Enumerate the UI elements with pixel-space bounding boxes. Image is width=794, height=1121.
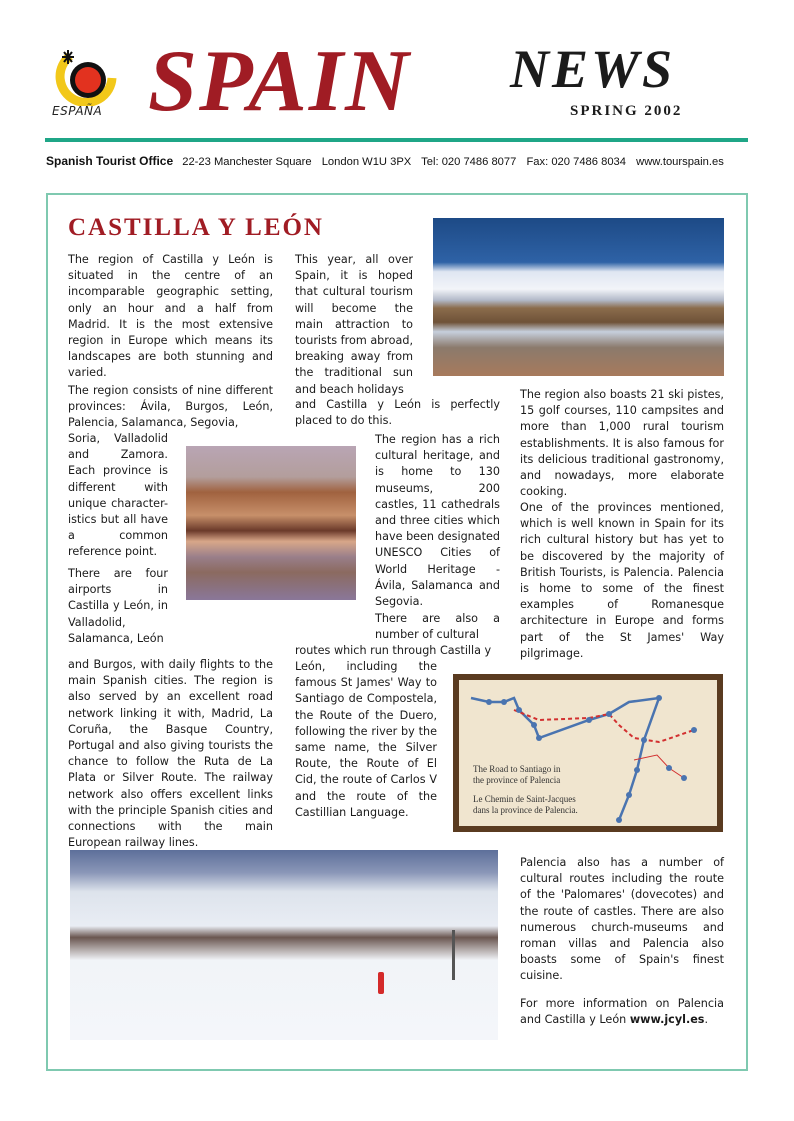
jcyl-website-link[interactable]: www.jcyl.es [629,1013,705,1027]
article-title: CASTILLA Y LEÓN [68,214,324,241]
col3-paragraph-1: The region also boasts 21 ski pistes, 15 golf courses, 110 campsites and more than 1,000 rural tourism establishments. It is also famous for its delicious traditional gastronomy, and nowadays, more elaborate cooking. [520,388,724,499]
contact-address: 22-23 Manchester Square [182,156,312,168]
col1-paragraph-1: The region of Castilla y León is situated in the centre of an incomparable geographic setting, only an hour and a half from Madrid. It is the most extensive region in Europe which means its landscapes are both stunning and varied. [68,253,273,380]
avila-walled-city-photo [433,218,724,376]
santiago-route-map [453,674,723,832]
masthead-divider [45,138,748,142]
contact-tel: Tel: 020 7486 8077 [421,156,517,168]
col3-paragraph-4 [520,996,724,1028]
col1-paragraph-3a: There are four airports in Castilla y León, in Valladolid, Salamanca, León [68,567,168,645]
contact-org: Spanish Tourist Office [46,154,174,168]
ski-slope-photo [70,850,498,1040]
map-caption-french: Le Chemin de Saint-Jacques dans la province de Palencia. [473,794,578,815]
skier-figure [378,972,384,994]
logo-wordmark: ESPAÑA [52,104,103,118]
espana-logo [48,48,120,126]
contact-city: London W1U 3PX [321,156,412,168]
col1-paragraph-2b: Soria, Valladolid and Zamora. Each province is different with unique character-istics but all have a common reference point. [68,432,168,559]
col2-paragraph-3a: There are also a number of cultural [375,612,500,642]
period: . [704,1013,709,1027]
col3-paragraph-3: Palencia also has a number of cultural routes including the route of the 'Palomares' (dovecotes) and the route of castles. There are also numerous church-museums and roman villas and Palencia also boasts some of Spain's finest cuisine. [520,856,724,983]
col3-paragraph-2: One of the provinces mentioned, which is well known in Spain for its rich cultural history but has yet to be discovered by the majority of British Tourists, is Palencia. Palencia is home to some of the finest examples of Romanesque architecture in Europe and forms part of the St James' Way pilgrimage. [520,501,724,660]
map-canvas [459,680,717,826]
col1-paragraph-2a: The region consists of nine different provinces: Ávila, Burgos, León, Palencia, Salamanca, Segovia, [68,384,273,430]
masthead-title-news: NEWS [510,39,676,99]
more-info-text: For more information on Palencia and Castilla y León [520,997,724,1027]
contact-fax: Fax: 020 7486 8034 [526,156,626,168]
col2-paragraph-2: The region has a rich cultural heritage, and is home to 130 museums, 200 castles, 11 cathedrals and three cities which have been designated UNESCO Cities of World Heritage - Ávila, Salamanca and Segovia. [375,433,500,609]
col2-paragraph-1b: and Castilla y León is perfectly placed to do this. [295,398,500,428]
contact-website-link[interactable]: www.tourspain.es [636,156,724,168]
map-caption-english: The Road to Santiago in the province of Palencia [473,764,561,785]
col2-paragraph-3c: León, including the famous St James' Way to Santiago de Compostela, the Route of the Duero, following the river by the same name, the Silver Route, the Route of El Cid, the route of Carlos V and the route of the Castillian Language. [295,660,437,819]
col2-paragraph-3b: routes which run through Castilla y [295,644,492,657]
issue-label: SPRING 2002 [570,103,683,119]
col1-paragraph-3b: and Burgos, with daily flights to the main Spanish cities. The region is also served by an excellent road network linking it with, Madrid, La Coruña, the Basque Country, Portugal and also giving tourists the chance to follow the Ruta de La Plata or Silver Route. The railway network also offers excellent links with the principle Spanish cities and connections with the main European railway lines. [68,658,273,850]
sun-logo-icon [48,48,120,106]
ski-lift-pole [452,930,455,980]
castle-reflection-photo [186,446,356,600]
col2-paragraph-1a: This year, all over Spain, it is hoped that cultural tourism will become the main attraction to tourists from abroad, breaking away from the traditional sun and beach holidays [295,253,413,396]
contact-bar [46,154,731,168]
masthead-title-spain: SPAIN [148,33,411,130]
